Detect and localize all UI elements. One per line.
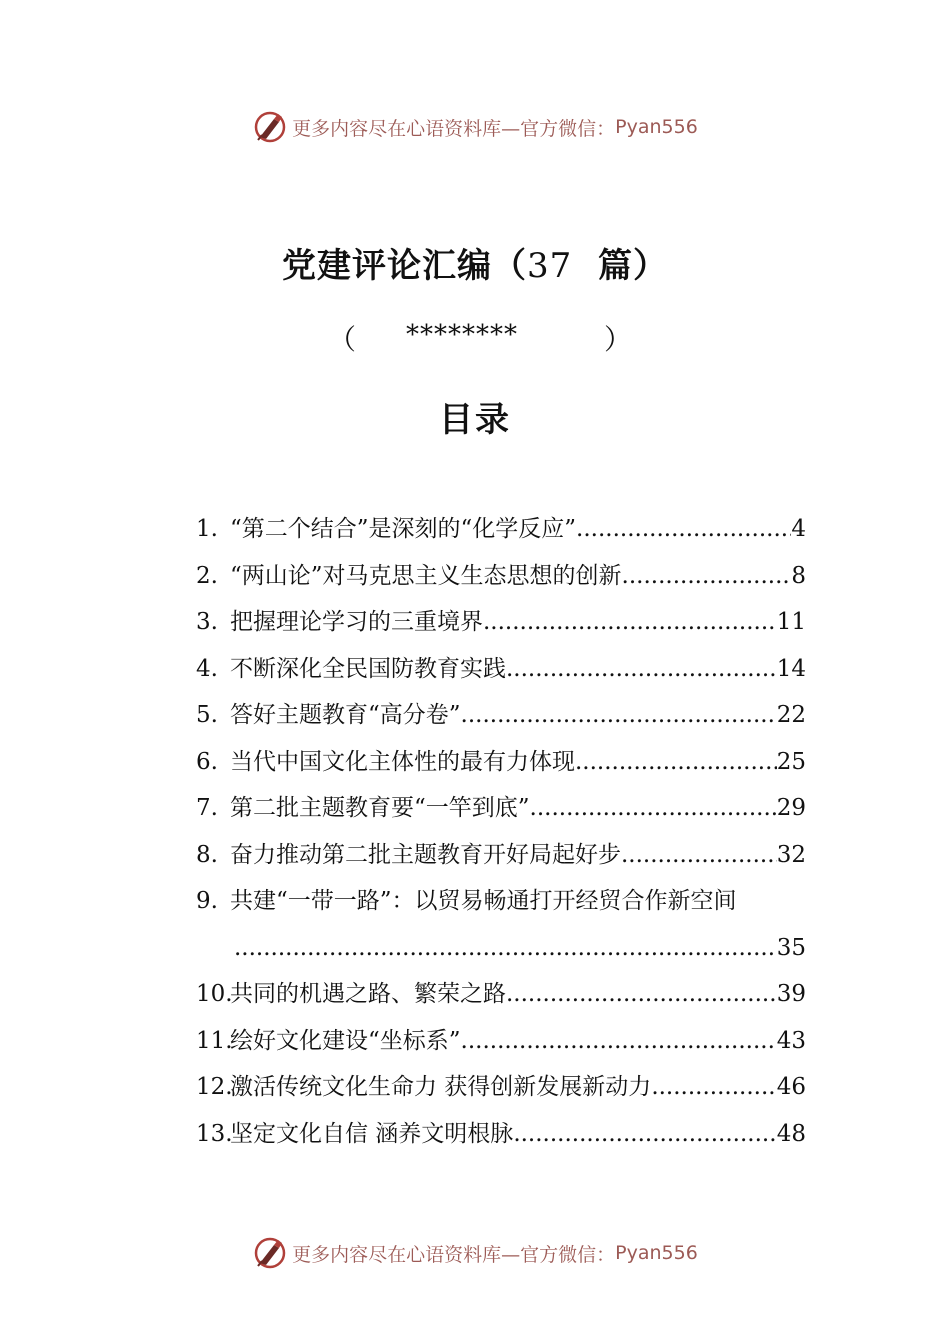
toc-page: 25 — [776, 748, 806, 775]
toc-item[interactable] — [196, 599, 806, 646]
subtitle-left-paren: （ — [328, 323, 357, 356]
toc-leader — [506, 646, 777, 693]
toc-title: 坚定文化自信 涵养文明根脉 — [230, 1120, 514, 1147]
toc-page: 29 — [776, 795, 806, 821]
toc-number: 6. — [196, 748, 218, 775]
toc-title: 答好主题教育“高分卷” — [230, 702, 461, 728]
toc-page: 48 — [776, 1120, 806, 1147]
toc-leader — [234, 925, 777, 972]
toc-number: 2. — [196, 562, 218, 589]
watermark-banner-bottom — [0, 1233, 950, 1273]
toc-number: 3. — [196, 609, 218, 635]
toc-leader — [530, 785, 777, 832]
subtitle-masked-text: ******** — [406, 320, 518, 350]
toc-title: 奋力推动第二批主题教育开好局起好步 — [230, 841, 621, 868]
banner-text: 更多内容尽在心语资料库—官方微信： — [292, 117, 616, 140]
subtitle-right-paren: ） — [604, 323, 633, 356]
toc-leader — [513, 1111, 776, 1158]
toc-heading: 目录 — [439, 400, 511, 440]
toc-number: 11. — [196, 1027, 233, 1054]
toc-page: 35 — [776, 934, 806, 961]
title-main: 党建评论汇编（ — [282, 246, 528, 286]
toc-page: 39 — [776, 981, 806, 1007]
toc-page: 22 — [776, 702, 806, 728]
toc-item[interactable] — [196, 1018, 806, 1065]
toc-item-continuation[interactable] — [196, 925, 806, 972]
toc-leader — [506, 971, 777, 1018]
toc-title: 当代中国文化主体性的最有力体现 — [230, 748, 575, 775]
toc-number: 4. — [196, 655, 218, 682]
toc-item[interactable] — [196, 971, 806, 1018]
banner-wechat-id: Pyan556 — [615, 1242, 698, 1264]
toc-page: 43 — [776, 1027, 806, 1054]
toc-title: “两山论”对马克思主义生态思想的创新 — [230, 562, 622, 589]
document-title — [0, 238, 950, 287]
toc-title: 绘好文化建设“坐标系” — [230, 1027, 461, 1054]
toc-item[interactable] — [196, 506, 806, 553]
toc-title: 不断深化全民国防教育实践 — [230, 655, 506, 682]
toc-page: 11 — [776, 609, 806, 635]
toc-item[interactable] — [196, 785, 806, 832]
toc-number: 10. — [196, 981, 233, 1007]
toc-page: 14 — [776, 655, 806, 682]
toc-leader — [575, 739, 777, 786]
table-of-contents — [196, 506, 806, 1157]
title-count: 37 — [527, 246, 573, 286]
toc-item[interactable] — [196, 1111, 806, 1158]
watermark-banner-top — [0, 107, 950, 147]
toc-leader — [621, 832, 777, 879]
toc-page: 46 — [776, 1074, 806, 1100]
toc-number: 7. — [196, 795, 218, 821]
toc-page: 8 — [791, 562, 806, 589]
banner-text: 更多内容尽在心语资料库—官方微信： — [292, 1243, 616, 1266]
toc-page: 32 — [776, 841, 806, 868]
toc-leader — [461, 1018, 777, 1065]
pen-logo-icon — [252, 109, 288, 145]
toc-leader — [651, 1064, 776, 1111]
toc-title: 第二批主题教育要“一竿到底” — [230, 795, 530, 821]
document-subtitle — [328, 318, 633, 362]
toc-item[interactable] — [196, 832, 806, 879]
toc-item[interactable] — [196, 1064, 806, 1111]
toc-number: 12. — [196, 1074, 233, 1100]
banner-wechat-id: Pyan556 — [615, 116, 698, 138]
toc-title: “第二个结合”是深刻的“化学反应” — [230, 516, 577, 542]
toc-page: 4 — [791, 516, 806, 542]
toc-item-wrapped[interactable] — [196, 878, 806, 925]
toc-number: 1. — [196, 516, 218, 542]
toc-item[interactable] — [196, 739, 806, 786]
toc-item[interactable] — [196, 646, 806, 693]
pen-logo-icon — [252, 1235, 288, 1271]
toc-leader — [483, 599, 777, 646]
toc-item[interactable] — [196, 553, 806, 600]
toc-number: 9. — [196, 888, 218, 914]
toc-item[interactable] — [196, 692, 806, 739]
toc-leader — [576, 506, 791, 553]
toc-number: 8. — [196, 841, 218, 868]
toc-number: 5. — [196, 702, 218, 728]
toc-title: 共建“一带一路”：以贸易畅通打开经贸合作新空间 — [230, 888, 737, 914]
toc-leader — [461, 692, 777, 739]
title-unit: 篇） — [597, 246, 668, 286]
toc-leader — [622, 553, 792, 600]
toc-title: 激活传统文化生命力 获得创新发展新动力 — [230, 1074, 652, 1100]
toc-title: 共同的机遇之路、繁荣之路 — [230, 981, 506, 1007]
toc-title: 把握理论学习的三重境界 — [230, 609, 483, 635]
toc-number: 13. — [196, 1120, 233, 1147]
